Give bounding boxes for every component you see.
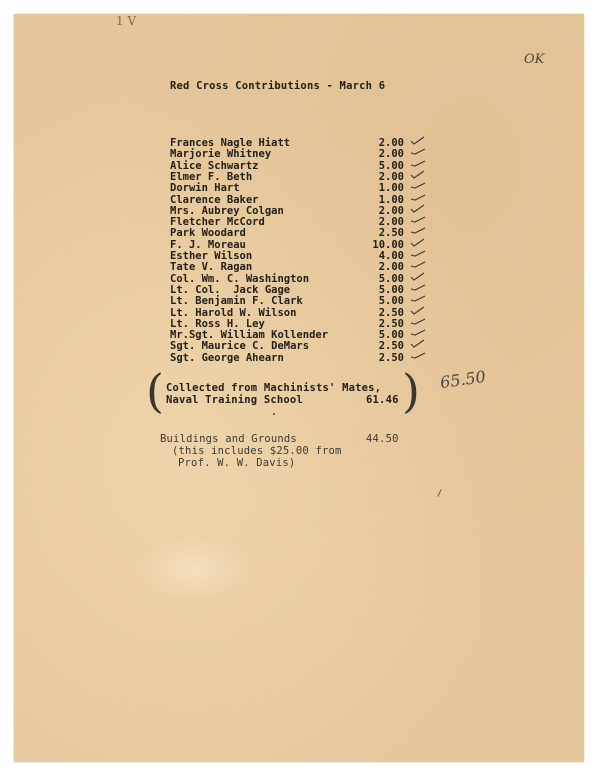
contribution-row [170,182,430,193]
contribution-amount: 1.00 [378,193,404,206]
contribution-row [170,250,430,261]
contributor-name: Col. Wm. C. Washington [170,272,310,285]
contribution-amount: 2.50 [378,227,404,240]
pencil-mark [437,489,441,497]
contribution-amount: 4.00 [378,250,404,262]
contribution-amount: 10.00 [372,238,404,251]
collected-line2: Naval Training School [166,394,303,406]
contribution-amount: 5.00 [378,159,404,172]
contribution-row [170,284,430,295]
contribution-row [170,295,430,306]
contributor-name: Alice Schwartz [170,159,259,172]
left-bracket: ( [146,364,164,418]
contribution-row [170,171,430,182]
contribution-amount: 2.00 [378,204,404,217]
buildings-line3: Prof. W. W. Davis) [178,457,296,469]
check-mark-icon [410,316,426,328]
check-mark-icon [410,305,426,317]
check-mark-icon [410,203,426,215]
contributor-name: F. J. Moreau [170,238,246,251]
check-mark-icon [410,327,426,339]
buildings-line2: (this includes $25.00 from [172,445,342,457]
contribution-row [170,239,430,250]
check-mark-icon [410,293,426,305]
check-mark-icon [410,248,426,260]
contribution-row [170,148,430,159]
contribution-row [170,137,430,148]
contribution-row [170,227,430,238]
check-mark-icon [410,237,426,249]
ink-dot [273,413,275,415]
ok-mark: OK [524,52,545,67]
contribution-amount: 2.50 [378,351,404,364]
contributor-name: Park Woodard [170,227,246,240]
contribution-row [170,273,430,284]
contributor-name: Esther Wilson [170,250,253,262]
contributor-name: Marjorie Whitney [170,148,272,161]
contributor-name: Mrs. Aubrey Colgan [170,204,284,217]
check-mark-icon [410,214,426,226]
contribution-amount: 5.00 [378,272,404,285]
page-title: Red Cross Contributions - March 6 [170,80,386,92]
check-mark-icon [410,225,426,237]
buildings-amount: 44.50 [366,433,399,445]
contributor-name: Tate V. Ragan [170,261,253,274]
contribution-amount: 2.50 [378,306,404,319]
contribution-amount: 2.00 [378,261,404,274]
document-page [14,14,584,762]
check-mark-icon [410,338,426,350]
check-mark-icon [410,180,426,192]
contribution-row [170,340,430,351]
check-mark-icon [410,169,426,181]
contributor-name: Sgt. George Ahearn [170,351,284,364]
corner-mark: 1 V [116,14,137,28]
contribution-row [170,205,430,216]
contribution-row [170,352,430,363]
contributor-name: Sgt. Maurice C. DeMars [170,340,310,353]
contribution-amount: 2.00 [378,170,404,183]
contribution-row [170,160,430,171]
contribution-row [170,216,430,227]
right-bracket: ) [402,364,420,418]
contribution-amount: 5.00 [378,329,404,342]
check-mark-icon [410,158,426,170]
check-mark-icon [410,282,426,294]
handwritten-total: 65.50 [438,366,487,393]
contributor-name: Dorwin Hart [170,182,240,195]
contributor-name: Frances Nagle Hiatt [170,137,291,149]
contribution-amount: 2.50 [378,340,404,353]
contributor-name: Lt. Benjamin F. Clark [170,295,303,308]
contributor-name: Lt. Col. Jack Gage [170,283,291,296]
contribution-row [170,329,430,340]
contribution-amount: 5.00 [378,295,404,308]
contributor-name: Clarence Baker [170,193,259,206]
check-mark-icon [410,146,426,158]
contribution-row [170,261,430,272]
check-mark-icon [410,350,426,362]
collected-line1: Collected from Machinists' Mates, [166,382,382,394]
contribution-amount: 5.00 [378,283,404,296]
contribution-amount: 2.00 [378,137,404,149]
check-mark-icon [410,192,426,204]
buildings-line1: Buildings and Grounds [160,433,297,445]
contribution-amount: 1.00 [378,182,404,195]
contributor-name: Fletcher McCord [170,216,265,229]
contributor-name: Lt. Ross H. Ley [170,317,265,330]
contributor-name: Mr.Sgt. William Kollender [170,329,329,342]
contribution-row [170,194,430,205]
contribution-row [170,307,430,318]
paper-stain [134,534,254,604]
contributor-name: Elmer F. Beth [170,170,253,183]
contribution-amount: 2.00 [378,216,404,229]
contribution-amount: 2.00 [378,148,404,161]
contributor-name: Lt. Harold W. Wilson [170,306,297,319]
check-mark-icon [410,135,426,147]
contribution-amount: 2.50 [378,317,404,330]
contribution-row [170,318,430,329]
check-mark-icon [410,271,426,283]
collected-amount: 61.46 [366,394,399,406]
check-mark-icon [410,259,426,271]
